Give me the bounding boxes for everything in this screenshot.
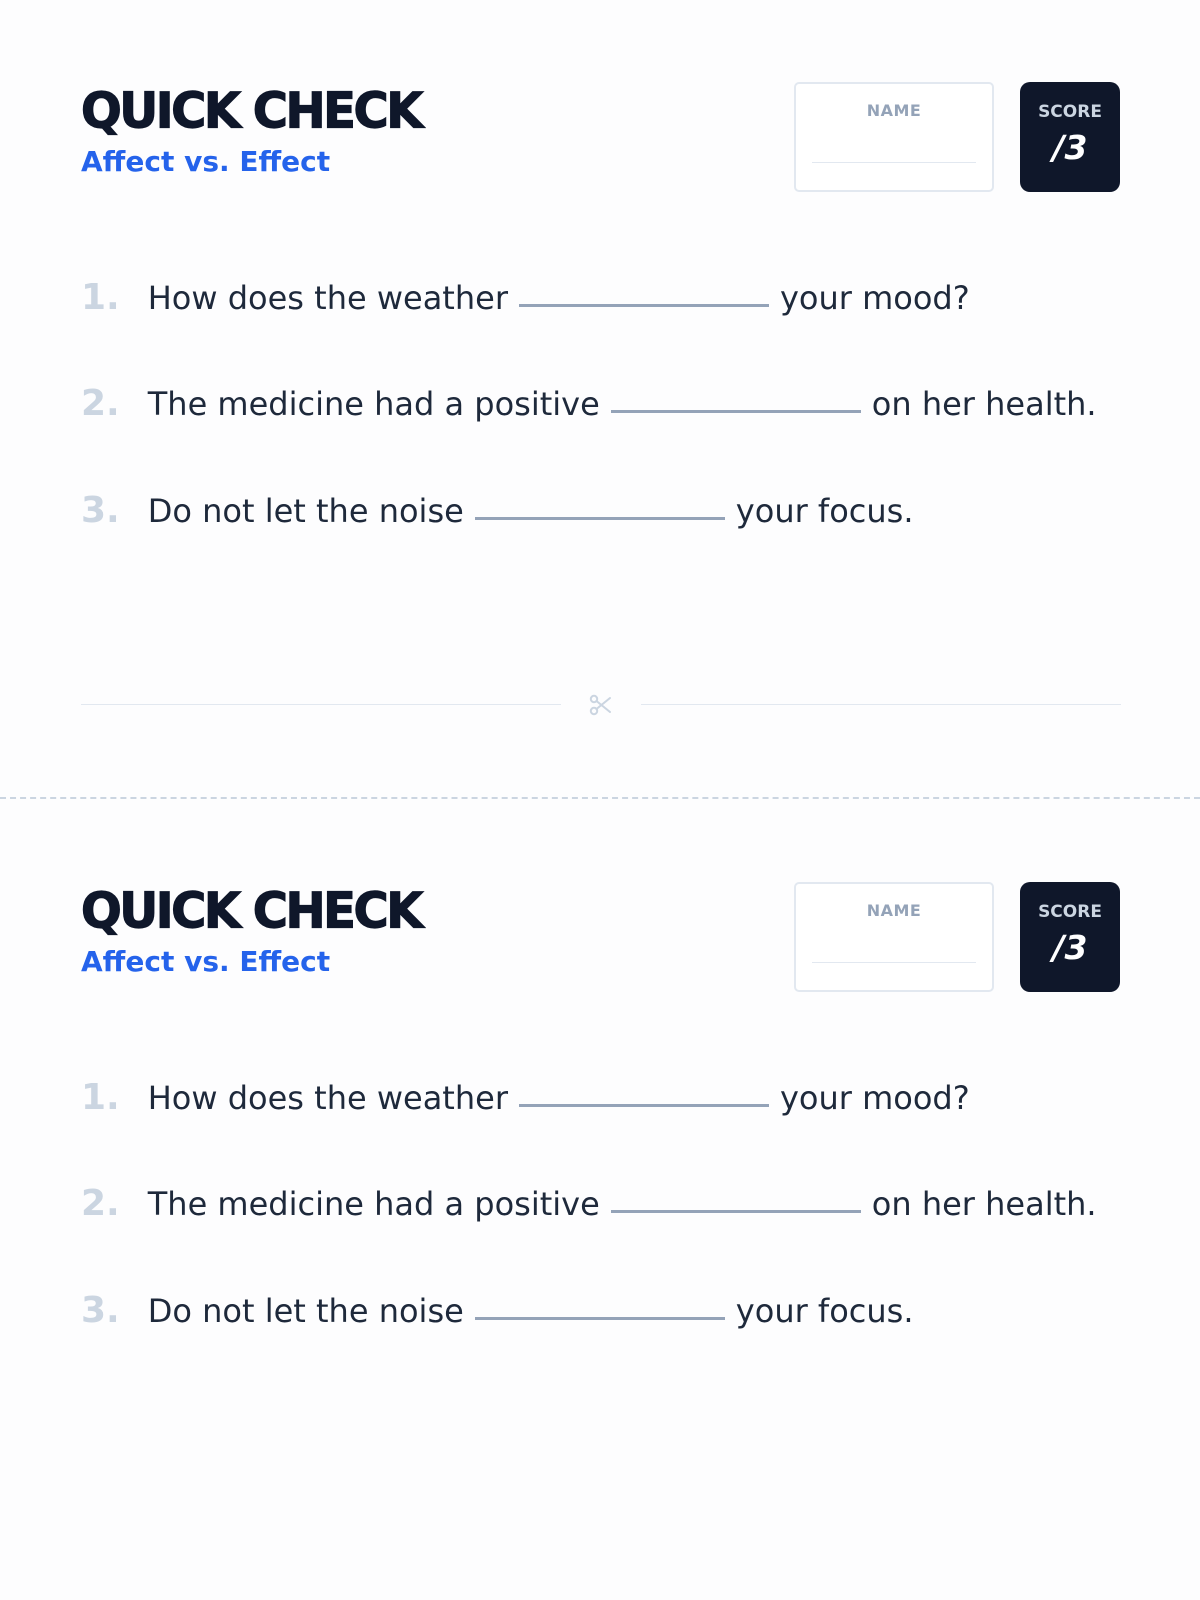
question-text-before: Do not let the noise [147,492,464,530]
question-item [81,382,1097,426]
score-badge [1020,882,1120,992]
question-item [81,1289,913,1333]
answer-blank[interactable] [475,517,725,520]
question-text-after: your mood? [779,1079,970,1117]
score-value: /3 [1052,928,1088,967]
question-number: 2. [81,1183,120,1224]
cut-line-left [81,704,561,705]
score-value: /3 [1052,128,1088,167]
question-number: 3. [81,1290,120,1331]
dashed-cut-divider [0,797,1200,799]
name-writing-line [812,162,976,163]
answer-blank[interactable] [611,1210,861,1213]
question-text-before: Do not let the noise [147,1292,464,1330]
answer-blank[interactable] [519,304,769,307]
name-field[interactable] [794,82,994,192]
name-label: NAME [866,901,922,920]
worksheet-header [81,82,1121,194]
score-label: SCORE [1038,102,1102,122]
cut-line-right [641,704,1121,705]
question-number: 2. [81,383,120,424]
answer-blank[interactable] [611,410,861,413]
question-item [81,1076,970,1120]
name-label: NAME [866,101,922,120]
worksheet-title: QUICK CHECK [81,882,421,940]
question-text-after: your focus. [735,492,914,530]
name-field[interactable] [794,882,994,992]
question-text-before: The medicine had a positive [147,385,600,423]
question-text-after: on her health. [871,385,1097,423]
scissors-icon [586,690,616,720]
worksheet-subtitle: Affect vs. Effect [81,145,331,178]
name-writing-line [812,962,976,963]
question-number: 1. [81,277,120,318]
worksheet-title: QUICK CHECK [81,82,421,140]
question-item [81,1182,1097,1226]
worksheet-card-bottom [0,800,1200,1600]
score-label: SCORE [1038,902,1102,922]
question-text-before: How does the weather [147,279,508,317]
cut-guide [81,690,1121,720]
question-number: 3. [81,490,120,531]
question-text-before: How does the weather [147,1079,508,1117]
question-text-after: your focus. [735,1292,914,1330]
question-item [81,489,913,533]
question-text-after: your mood? [779,279,970,317]
question-text-after: on her health. [871,1185,1097,1223]
question-number: 1. [81,1077,120,1118]
worksheet-header [81,882,1121,994]
answer-blank[interactable] [475,1317,725,1320]
question-text-before: The medicine had a positive [147,1185,600,1223]
score-badge [1020,82,1120,192]
answer-blank[interactable] [519,1104,769,1107]
question-item [81,276,970,320]
worksheet-subtitle: Affect vs. Effect [81,945,331,978]
